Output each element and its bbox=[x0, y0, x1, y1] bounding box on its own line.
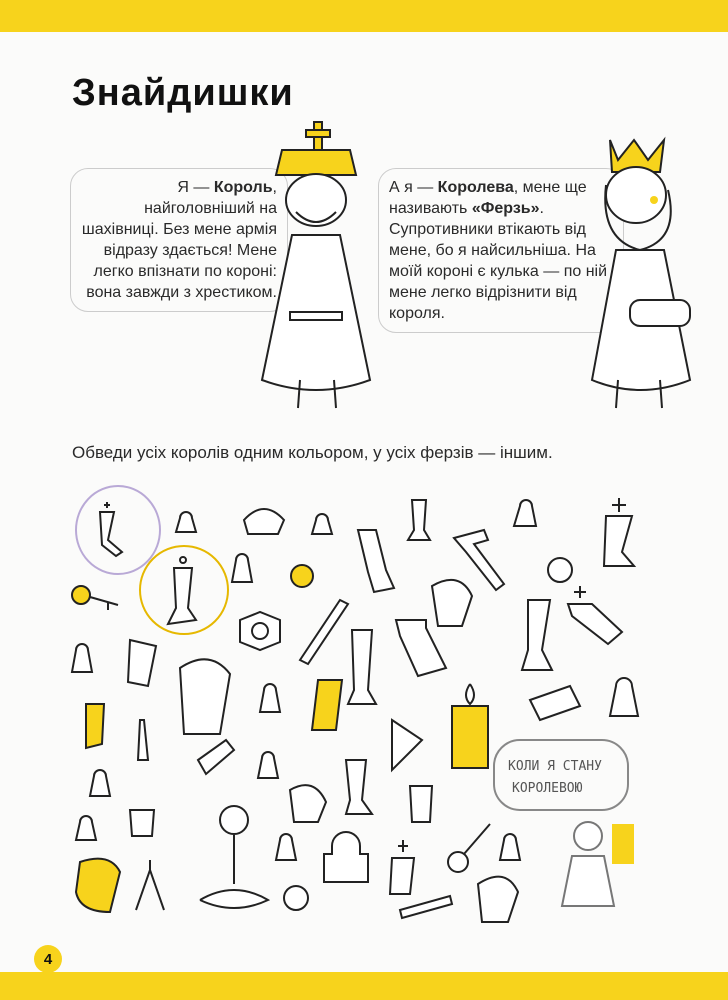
bishop-piece-4 bbox=[130, 810, 154, 836]
king-piece bbox=[100, 502, 122, 556]
purple-circle-mark bbox=[76, 486, 160, 574]
thought-bubble bbox=[494, 740, 628, 810]
queen-text-start: А я — bbox=[389, 179, 438, 196]
hammer-icon bbox=[454, 530, 504, 590]
bishop-piece-2 bbox=[198, 740, 234, 774]
pawn-piece bbox=[610, 678, 638, 716]
king-text-start: Я — bbox=[177, 179, 214, 196]
pawn-piece bbox=[72, 644, 92, 672]
cherry-icon bbox=[548, 558, 572, 582]
queen-text-mid: , мене ще називають bbox=[389, 179, 587, 217]
pawn-piece bbox=[312, 514, 332, 534]
king-piece-4 bbox=[390, 840, 414, 894]
king-text-rest: , найголовніший на шахівниці. Без мене армія відразу здається! Мене легко впізнати по короні: вона завжди з хрестиком. bbox=[81, 179, 277, 301]
knight-piece bbox=[244, 509, 284, 534]
rook-piece-2 bbox=[128, 640, 156, 686]
apple-icon bbox=[291, 565, 313, 587]
pawn-piece bbox=[258, 752, 278, 778]
king-name: Король bbox=[213, 179, 273, 196]
pawn-piece-pink bbox=[276, 834, 296, 860]
king-piece-3 bbox=[568, 586, 622, 644]
padlock-icon bbox=[324, 832, 368, 882]
speech-line-1: КОЛИ Я СТАНУ bbox=[508, 759, 602, 774]
page-title: Знайдишки bbox=[72, 72, 294, 114]
horn-icon-yellow bbox=[76, 859, 120, 912]
screwdriver-icon bbox=[300, 600, 348, 664]
pawn-piece bbox=[232, 554, 252, 582]
candle-flame bbox=[466, 684, 474, 704]
nut-icon bbox=[240, 612, 280, 650]
knight-piece-4 bbox=[290, 785, 326, 822]
compass-icon bbox=[136, 860, 164, 910]
flower-icon bbox=[284, 886, 308, 910]
pawn-piece bbox=[90, 770, 110, 796]
knight-piece-3 bbox=[180, 659, 230, 734]
speech-line-2: КОРОЛЕВОЮ bbox=[512, 781, 583, 796]
queen-text-rest: . Супротивники втікають від мене, бо я найсильніша. На моїй короні є кулька — по ній мене легко відрізнити від короля. bbox=[389, 200, 608, 322]
queen-name: Королева bbox=[437, 179, 514, 196]
bishop-piece-3 bbox=[410, 786, 432, 822]
candle-icon bbox=[452, 706, 488, 768]
pawn-piece bbox=[176, 512, 196, 532]
bottom-yellow-bar bbox=[0, 972, 728, 1000]
king-illustration bbox=[262, 122, 370, 408]
pieces-puzzle bbox=[72, 486, 638, 922]
pawn-girl-illustration bbox=[562, 822, 634, 906]
knight-piece-2 bbox=[432, 580, 472, 626]
pawn-piece bbox=[76, 816, 96, 840]
pawn-piece bbox=[260, 684, 280, 712]
queen-piece-5 bbox=[346, 760, 372, 814]
king-piece-2 bbox=[604, 498, 634, 566]
queen-alias: «Ферзь» bbox=[471, 200, 540, 217]
bolt-icon bbox=[530, 686, 580, 720]
bishop-piece bbox=[408, 500, 430, 540]
pawn-piece bbox=[514, 500, 536, 526]
task-instruction: Обведи усіх королів одним кольором, у усіх ферзів — іншим. bbox=[72, 443, 553, 462]
rook-piece-yellow bbox=[312, 680, 342, 730]
queen-piece bbox=[168, 557, 196, 624]
queen-illustration bbox=[592, 140, 690, 408]
key-icon bbox=[72, 586, 118, 610]
knight-piece-5 bbox=[478, 877, 518, 922]
trowel-icon bbox=[392, 720, 422, 770]
queen-piece-4 bbox=[348, 630, 376, 704]
page-number: 4 bbox=[34, 945, 62, 973]
key-icon-2 bbox=[448, 824, 490, 872]
screwdriver-icon-2 bbox=[138, 720, 148, 760]
dancer-figure bbox=[200, 806, 268, 908]
queen-piece-3 bbox=[522, 600, 552, 670]
rook-piece bbox=[396, 620, 446, 676]
pawn-piece bbox=[500, 834, 520, 860]
pencil-icon bbox=[400, 896, 452, 918]
rook-piece-yellow-2 bbox=[86, 704, 104, 748]
queen-piece-2 bbox=[358, 530, 394, 592]
